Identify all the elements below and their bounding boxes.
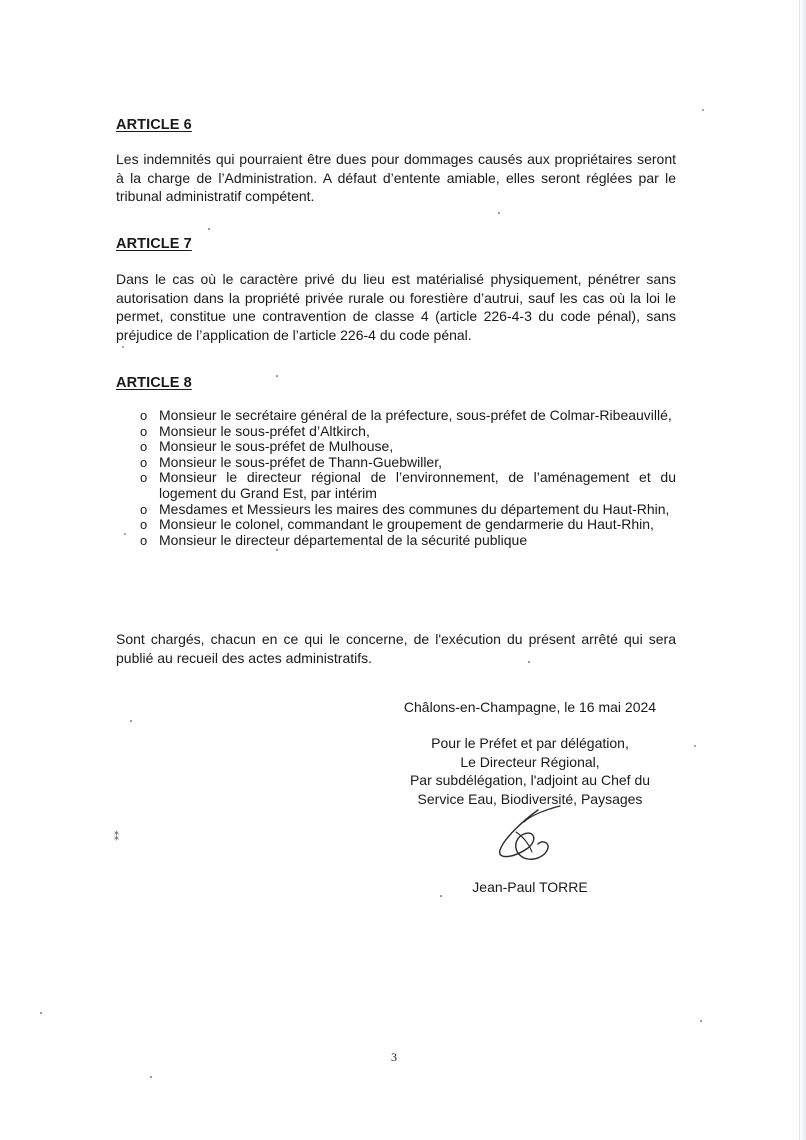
list-item	[140, 408, 676, 424]
scan-edge	[799, 0, 806, 1140]
delegation-line: Le Directeur Régional,	[460, 753, 600, 770]
article-7-paragraph: Dans le cas où le caractère privé du lieu est matérialisé physiquement, pénétrer sans autorisation dans la propriété privée rurale ou forestière d’autrui, sauf les cas où la loi le permet, constitue une contravention de classe 4 (article 226-4-3 du code pénal), sans préjudice de l’application de l’article 226-4 du code pénal.	[116, 271, 676, 343]
list-item-text: Mesdames et Messieurs les maires des communes du département du Haut-Rhin,	[159, 500, 670, 517]
bullet-icon: o	[140, 454, 148, 470]
scan-speck	[702, 109, 704, 111]
bullet-icon: o	[140, 532, 148, 548]
scan-speck	[498, 212, 500, 214]
scan-speck	[694, 745, 696, 747]
scan-speck	[700, 1020, 702, 1022]
list-item-text: Monsieur le sous-préfet d’Altkirch,	[159, 422, 370, 439]
signatory-name: Jean-Paul TORRE	[472, 879, 588, 895]
scan-speck	[150, 1076, 152, 1078]
scan-speck	[122, 346, 124, 348]
bullet-icon: o	[140, 439, 148, 455]
place-and-date: Châlons-en-Champagne, le 16 mai 2024	[403, 699, 657, 715]
scan-speck	[276, 375, 278, 377]
delegation-line: Pour le Préfet et par délégation,	[431, 735, 629, 751]
list-item-text: Monsieur le directeur départemental de la sécurité publique	[159, 531, 528, 548]
article-6-heading: ARTICLE 6	[116, 117, 192, 133]
list-item	[140, 517, 676, 533]
page-number: 3	[391, 1050, 397, 1064]
list-item	[140, 533, 676, 549]
list-item-text: Monsieur le colonel, commandant le groupement de gendarmerie du Haut-Rhin,	[159, 516, 654, 533]
scan-speck	[124, 533, 126, 535]
article-6-paragraph: Les indemnités qui pourraient être dues pour dommages causés aux propriétaires seront à la charge de l’Administration. A défaut d’entente amiable, elles seront réglées par le tribunal administratif compétent.	[116, 151, 676, 204]
article-7-text	[116, 270, 676, 344]
handwritten-signature	[494, 802, 566, 866]
closing-paragraph: Sont chargés, chacun en ce qui le concerne, de l'exécution du présent arrêté qui sera publié au recueil des actes administratifs.	[116, 631, 676, 666]
article-6-text	[116, 150, 676, 206]
article-8-closing	[116, 630, 676, 667]
list-item	[140, 502, 676, 518]
article-8-heading: ARTICLE 8	[116, 375, 192, 391]
scan-speck	[440, 895, 442, 897]
list-item-text: Monsieur le secrétaire général de la préfecture, sous-préfet de Colmar-Ribeauvillé,	[159, 407, 672, 423]
list-item-text: Monsieur le directeur régional de l’environnement, de l’aménagement et du logement du Grand Est, par intérim	[159, 469, 676, 501]
article-7-heading: ARTICLE 7	[116, 236, 192, 252]
margin-mark-icon: ⁑	[114, 832, 119, 843]
scan-speck	[528, 661, 530, 663]
bullet-icon: o	[140, 408, 148, 423]
delegation-line: Par subdélégation, l'adjoint au Chef du	[409, 772, 651, 788]
delegation-block	[370, 734, 690, 808]
bullet-icon: o	[140, 470, 148, 486]
scan-speck	[276, 549, 278, 551]
delegation-line: Service Eau, Biodiversité, Paysages	[417, 790, 643, 807]
bullet-icon: o	[140, 501, 148, 517]
list-item	[140, 470, 676, 501]
list-item	[140, 455, 676, 471]
scan-speck	[208, 228, 210, 230]
list-item-text: Monsieur le sous-préfet de Thann-Guebwiller,	[159, 453, 443, 470]
list-item	[140, 424, 676, 440]
list-item-text: Monsieur le sous-préfet de Mulhouse,	[159, 438, 394, 455]
scan-speck	[130, 720, 132, 722]
list-item	[140, 439, 676, 455]
responsible-parties-list	[140, 408, 676, 548]
scan-speck	[40, 1012, 42, 1014]
bullet-icon: o	[140, 423, 148, 439]
bullet-icon: o	[140, 517, 148, 533]
